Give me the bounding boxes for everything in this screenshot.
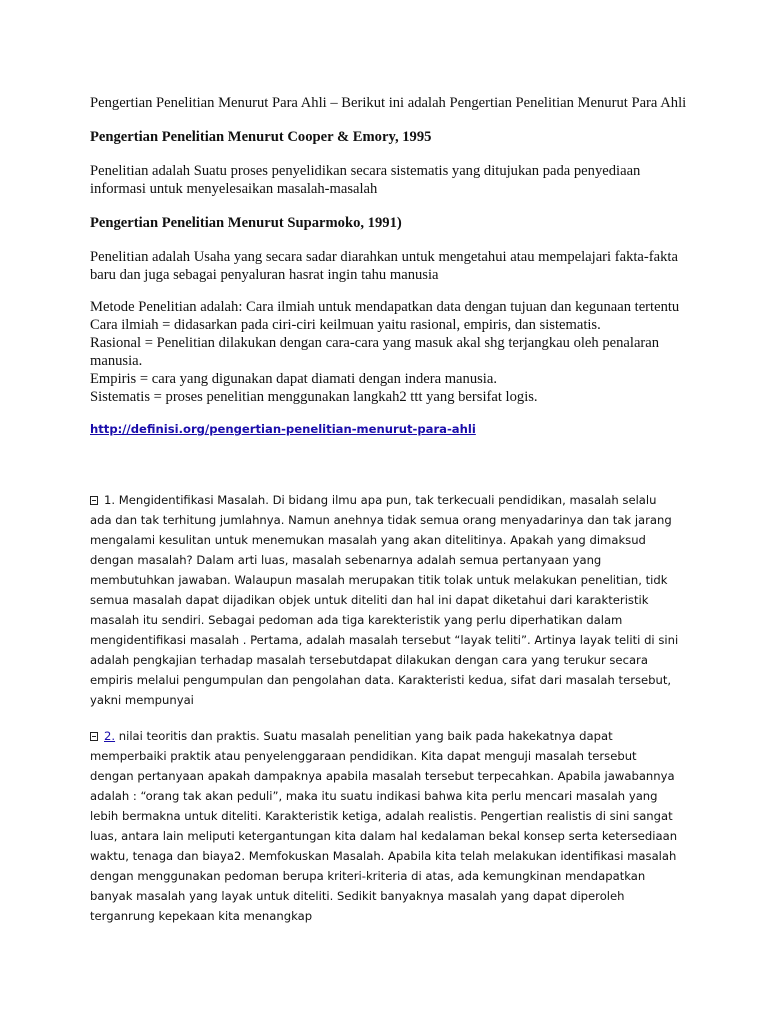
item-number-link[interactable]: 2. — [104, 729, 116, 743]
heading-cooper-emory: Pengertian Penelitian Menurut Cooper & Emory, 1995 — [90, 129, 432, 145]
list-item — [90, 726, 680, 926]
method-line: Sistematis = proses penelitian menggunakan langkah2 ttt yang bersifat logis. — [90, 389, 538, 405]
bullet-box-icon — [90, 496, 98, 505]
heading-suparmoko: Pengertian Penelitian Menurut Suparmoko, 1991) — [90, 215, 402, 231]
intro-paragraph: Pengertian Penelitian Menurut Para Ahli – Berikut ini adalah Pengertian Penelitian Menurut Para Ahli — [90, 95, 687, 111]
item-text: 1. Mengidentifikasi Masalah. Di bidang ilmu apa pun, tak terkecuali pendidikan, masalah selalu ada dan tak terhitung jumlahnya. Namun anehnya tidak semua orang menyadarinya dan tak jarang mengalami kesulitan untuk menemukan masalah yang akan ditelitinya. Apakah yang dimaksud dengan masalah? Dalam arti luas, masalah sebenarnya adalah semua pertanyaan yang membutuhkan jawaban. Walaupun masalah merupakan titik tolak untuk melakukan penelitian, tidk semua masalah dapat dijadikan objek untuk diteliti dan hal ini dapat diketahui dari karakteristik masalah itu sendiri. Sebagai pedoman ada tiga karekteristik yang perlu diperhatikan dalam mengidentifikasi masalah . Pertama, adalah masalah tersebut “layak teliti”. Artinya layak teliti di sini adalah pengkajian terhadap masalah tersebutdapat dilakukan dengan cara yang terukur secara empiris melalui pengumpulan dan pengolahan data. Karakteristi kedua, sifat dari masalah tersebut, yakni mempunyai — [90, 493, 679, 707]
method-line: Metode Penelitian adalah: Cara ilmiah untuk mendapatkan data dengan tujuan dan kegunaan tertentu — [90, 299, 680, 315]
method-line: Rasional = Penelitian dilakukan dengan cara-cara yang masuk akal shg terjangkau oleh penalaran manusia. — [90, 335, 660, 369]
definition-suparmoko: Penelitian adalah Usaha yang secara sadar diarahkan untuk mengetahui atau mempelajari fakta-fakta baru dan juga sebagai penyaluran hasrat ingin tahu manusia — [90, 249, 678, 283]
method-block — [90, 298, 685, 406]
definition-cooper-emory: Penelitian adalah Suatu proses penyelidikan secara sistematis yang ditujukan pada penyediaan informasi untuk menyelesaikan masalah-masalah — [90, 163, 641, 197]
method-line: Empiris = cara yang digunakan dapat diamati dengan indera manusia. — [90, 371, 497, 387]
source-link[interactable]: http://definisi.org/pengertian-penelitian-menurut-para-ahli — [90, 422, 476, 436]
method-line: Cara ilmiah = didasarkan pada ciri-ciri keilmuan yaitu rasional, empiris, dan sistematis. — [90, 317, 601, 333]
bullet-box-icon — [90, 732, 98, 741]
item-text: nilai teoritis dan praktis. Suatu masalah penelitian yang baik pada hakekatnya dapat memperbaiki praktik atau penyelenggaraan pendidikan. Kita dapat menguji masalah tersebut dengan pertanyaan apakah dampaknya apabila masalah tersebut terpecahkan. Apabila jawabannya adalah : “orang tak akan peduli”, maka itu suatu indikasi bahwa kita perlu mencari masalah yang lebih bermakna untuk diteliti. Karakteristik ketiga, adalah realistis. Pengertian realistis di sini sangat luas, antara lain meliputi ketergantungan kita dalam hal kedalaman bekal konsep serta ketersediaan waktu, tenaga dan biaya2. Memfokuskan Masalah. Apabila kita telah melakukan identifikasi masalah dengan menggunakan pedoman berupa kriteri-kriteria di atas, ada kemungkinan mendapatkan banyak masalah yang layak untuk diteliti. Sedikit banyaknya masalah yang dapat diperoleh terganrung kepekaan kita menangkap — [90, 729, 678, 923]
list-item — [90, 490, 680, 710]
